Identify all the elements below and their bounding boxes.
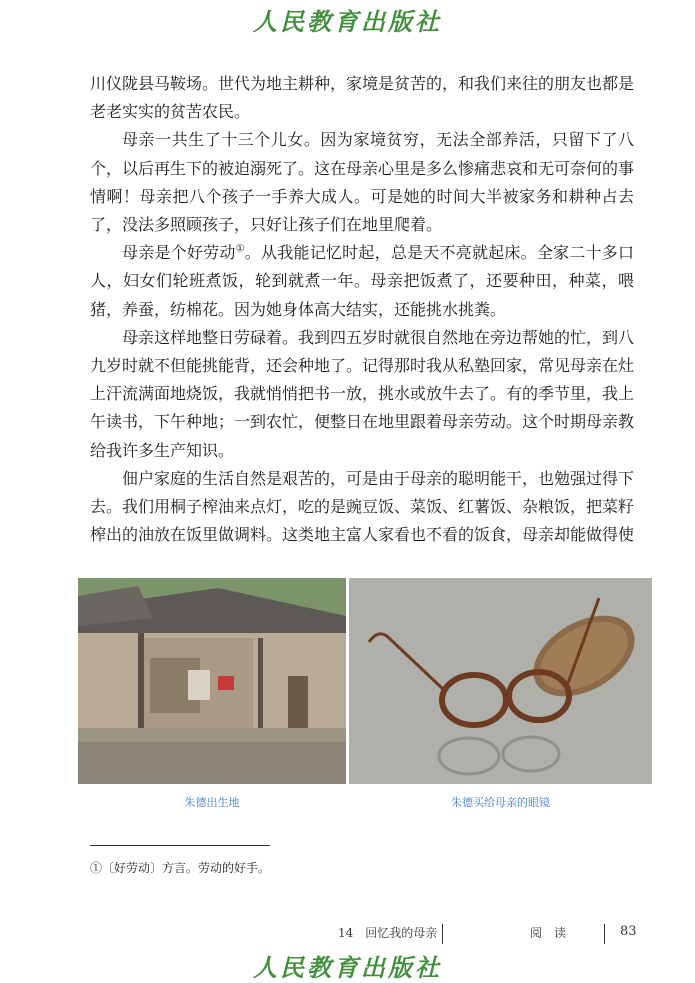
paragraph-4: 母亲这样地整日劳碌着。我到四五岁时就很自然地在旁边帮她的忙，到八九岁时就不但能挑能背，还会种地了。记得那时我从私塾回家，常见母亲在灶上汗流满面地烧饭，我就悄悄把书一放，挑水或放牛去了。有的季节里，我上午读书，下午种地；一到农忙，便整日在地里跟着母亲劳动。这个时期母亲教给我许多生产知识。 [90,327,635,460]
footer-divider-2 [604,924,605,944]
footer-section-label: 阅 读 [530,926,567,940]
publisher-logo-top: 人民教育出版社 [253,7,442,36]
publisher-logo-bottom: 人民教育出版社 [253,953,442,982]
footnote: ①〔好劳动〕方言。劳动的好手。 [90,861,271,875]
glasses-caption: 朱德买给母亲的眼镜 [451,796,550,809]
footer-divider-1 [442,924,443,944]
paragraph-2: 母亲一共生了十三个儿女。因为家境贫穷，无法全部养活，只留下了八个，以后再生下的被迫溺死了。这在母亲心里是多么惨痛悲哀和无可奈何的事情啊！母亲把八个孩子一手养大成人。可是她的时间大半被家务和耕种占去了，没法多照顾孩子，只好让孩子们在地里爬着。 [90,130,635,235]
paragraph-3-rest: 。从我能记忆时起，总是天不亮就起床。全家二十多口人，妇女们轮班煮饭，轮到就煮一年。母亲把饭煮了，还要种田，种菜，喂猪，养蚕，纺棉花。因为她身体高大结实，还能挑水挑粪。 [90,243,634,319]
birthplace-caption: 朱德出生地 [184,796,240,809]
footer-chapter-title: 14 回忆我的母亲 [338,926,438,940]
footnote-marker[interactable]: ① [235,243,245,255]
paragraph-1: 川仪陇县马鞍场。世代为地主耕种，家境是贫苦的，和我们来往的朋友也都是老老实实的贫苦农民。 [90,74,635,122]
page-number: 83 [620,924,637,939]
article-body [90,70,634,549]
footnote-divider [90,845,270,846]
paragraph-3-start: 母亲是个好劳动 [122,243,236,263]
paragraph-3 [90,239,634,324]
paragraph-5: 佃户家庭的生活自然是艰苦的，可是由于母亲的聪明能干，也勉强过得下去。我们用桐子榨油来点灯，吃的是豌豆饭、菜饭、红薯饭、杂粮饭，把菜籽榨出的油放在饭里做调料。这类地主富人家看也不看的饭食，母亲却能做得使 [90,468,635,545]
birthplace-photo [78,578,346,784]
glasses-photo [349,578,652,784]
